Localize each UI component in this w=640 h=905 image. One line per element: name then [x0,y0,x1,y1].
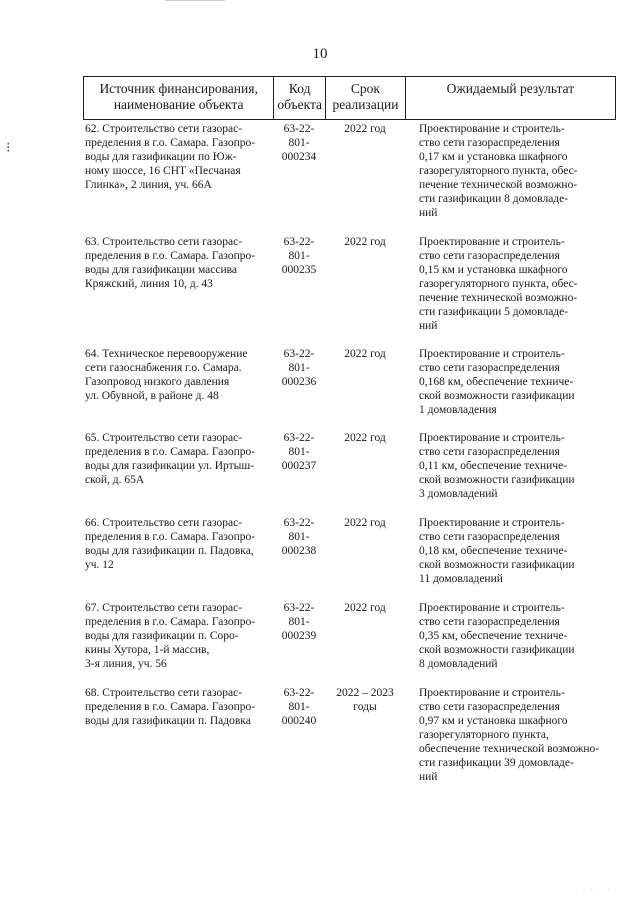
table-row [83,601,616,671]
object-code: 63-22- 801- 000240 [281,687,317,727]
table-row [83,235,616,333]
object-term: 2022 год [344,432,386,444]
object-code: 63-22- 801- 000234 [281,123,317,163]
object-term: 2022 год [344,602,386,614]
object-result: Проектирование и строитель- ство сети газораспределения 0,35 км, обеспечение техниче- ской возможности газификации 8 домовладений [419,602,575,670]
page-number: 10 [312,46,328,62]
table-row [83,686,616,784]
object-name: 66. Строительство сети газорас- пределения в г.о. Самара. Газопро- воды для газификации п. Падовка, уч. 12 [85,517,256,571]
object-result: Проектирование и строитель- ство сети газораспределения 0,168 км, обеспечение техниче- ской возможности газификации 1 домовладения [419,348,575,416]
object-code: 63-22- 801- 000237 [281,432,317,472]
header-object-code: Код объекта [273,77,325,119]
object-name: 68. Строительство сети газорас- пределения в г.о. Самара. Газопро- воды для газификации п. Падовка [85,687,256,727]
table-row [83,347,616,417]
object-term: 2022 год [344,517,386,529]
object-code: 63-22- 801- 000239 [281,602,317,642]
object-result: Проектирование и строитель- ство сети газораспределения 0,15 км и установка шкафного газорегуляторного пункта, обес- печение технической возможно- сти газификации 5 домовладе- ний [419,236,578,332]
table-row [83,516,616,586]
object-result: Проектирование и строитель- ство сети газораспределения 0,17 км и установка шкафного газорегуляторного пункта, обес- печение технической возможно- сти газификации 8 домовладе- ний [419,123,578,219]
object-name: 62. Строительство сети газорас- пределения в г.о. Самара. Газопро- воды для газификации по Юж- ному шоссе, 16 СНТ «Песчаная Глинка», 2 линия, уч. 66А [85,123,256,191]
header-expected-result: Ожидаемый результат [405,77,615,119]
object-term: 2022 год [344,236,386,248]
object-code: 63-22- 801- 000235 [281,236,317,276]
object-name: 67. Строительство сети газорас- пределения в г.о. Самара. Газопро- воды для газификации п. Соро- кины Хутора, 1-й массив, 3-я линия, уч. 56 [85,602,256,670]
header-term: Срок реализации [325,77,405,119]
object-term: 2022 год [344,123,386,135]
object-code: 63-22- 801- 000238 [281,517,317,557]
object-term: 2022 – 2023 годы [336,687,394,713]
object-result: Проектирование и строитель- ство сети газораспределения 0,97 км и установка шкафного газорегуляторного пункта, обеспечение технической возможно- сти газификации 39 домовладе- ний [419,687,600,783]
table-row [83,431,616,501]
object-result: Проектирование и строитель- ство сети газораспределения 0,11 км, обеспечение техниче- ской возможности газификации 3 домовладений [419,432,575,500]
header-source-name: Источник финансирования, наименование объекта [99,81,258,112]
margin-mark: ⁝ [6,141,11,156]
scan-artifact [165,0,225,2]
object-code: 63-22- 801- 000236 [281,348,317,388]
object-name: 63. Строительство сети газорас- пределения в г.о. Самара. Газопро- воды для газификации массива Кряжский, линия 10, д. 43 [85,236,256,290]
table-header [83,76,616,120]
object-name: 64. Техническое перевооружение сети газоснабжения г.о. Самара. Газопровод низкого давления ул. Обувной, в районе д. 48 [85,348,248,402]
object-result: Проектирование и строитель- ство сети газораспределения 0,18 км, обеспечение техниче- ской возможности газификации 11 домовладений [419,517,575,585]
table-row [83,122,616,220]
scan-artifact: · · · · [581,886,612,895]
object-term: 2022 год [344,348,386,360]
object-name: 65. Строительство сети газорас- пределения в г.о. Самара. Газопро- воды для газификации ул. Иртыш- ской, д. 65А [85,432,256,486]
